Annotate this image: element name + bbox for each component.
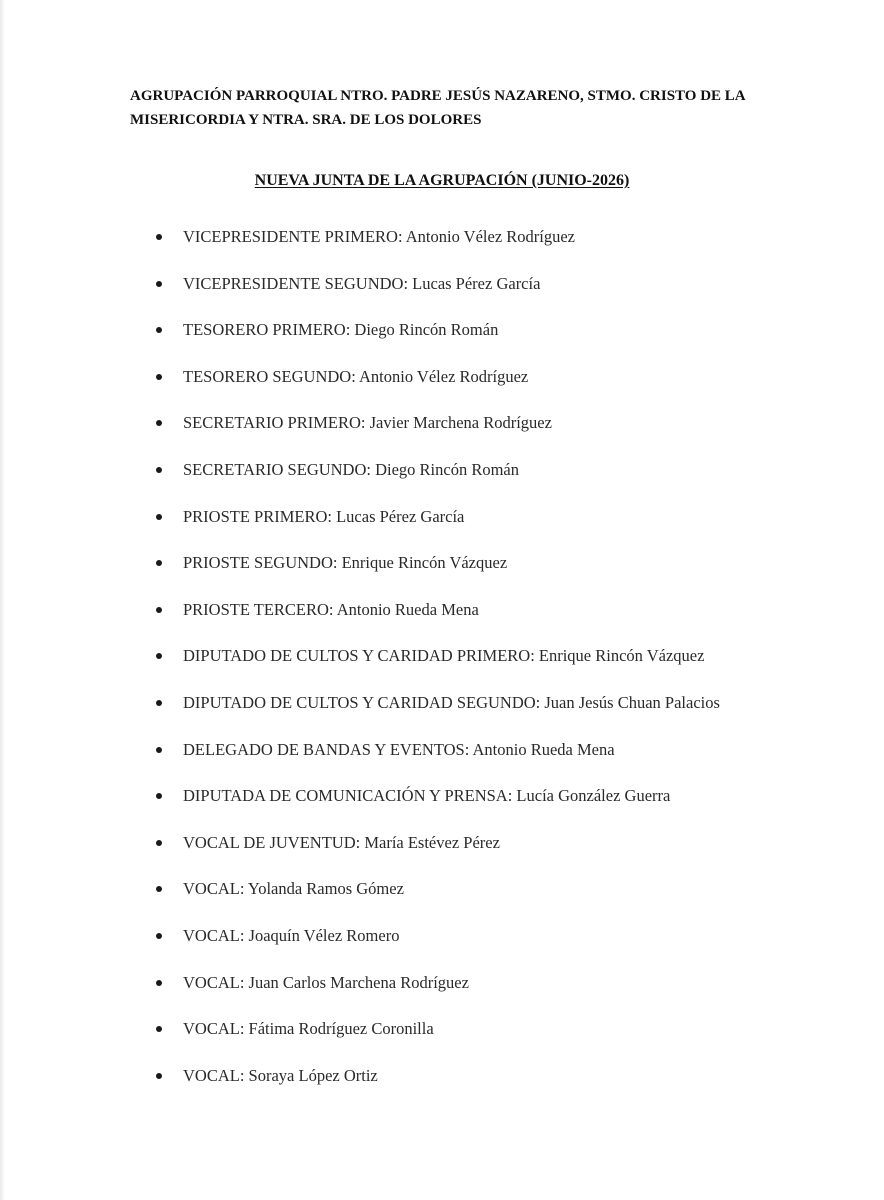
bullet-icon — [156, 327, 162, 333]
board-member-item — [0, 644, 884, 668]
board-member-text: SECRETARIO SEGUNDO: Diego Rincón Román — [183, 460, 520, 479]
board-member-text: SECRETARIO PRIMERO: Javier Marchena Rodríguez — [183, 413, 552, 433]
bullet-icon — [156, 1073, 162, 1079]
bullet-icon — [156, 467, 162, 473]
board-member-text: TESORERO SEGUNDO: Antonio Vélez Rodríguez — [183, 366, 529, 386]
board-member-text: VOCAL DE JUVENTUD: María Estévez Pérez — [183, 832, 500, 852]
board-member-text: DIPUTADO DE CULTOS Y CARIDAD SEGUNDO: Juan Jesús Chuan Palacios — [183, 693, 720, 712]
board-member-text: PRIOSTE SEGUNDO: Enrique Rincón Vázquez — [183, 553, 508, 573]
bullet-icon — [156, 793, 162, 799]
bullet-icon — [156, 514, 162, 520]
board-member-item — [0, 784, 884, 808]
board-member-text: VOCAL: Joaquín Vélez Romero — [183, 926, 400, 945]
board-member-text: PRIOSTE PRIMERO: Lucas Pérez García — [183, 506, 465, 526]
board-member-item — [0, 971, 884, 995]
board-member-text: VOCAL: Yolanda Ramos Gómez — [183, 879, 404, 899]
board-member-text: TESORERO PRIMERO: Diego Rincón Román — [183, 320, 499, 340]
document-title — [0, 170, 884, 192]
board-member-item — [0, 1064, 884, 1088]
board-member-item — [0, 551, 884, 575]
board-member-text: VOCAL: Juan Carlos Marchena Rodríguez — [183, 972, 469, 992]
bullet-icon — [156, 234, 162, 240]
bullet-icon — [156, 420, 162, 426]
bullet-icon — [156, 607, 162, 613]
bullet-icon — [156, 560, 162, 566]
bullet-icon — [156, 886, 162, 892]
board-member-item — [0, 831, 884, 855]
board-member-item — [0, 1017, 884, 1041]
board-member-item — [0, 691, 884, 715]
board-member-item — [0, 738, 884, 762]
board-member-text: PRIOSTE TERCERO: Antonio Rueda Mena — [183, 599, 479, 619]
bullet-icon — [156, 653, 162, 659]
bullet-icon — [156, 933, 162, 939]
board-member-item — [0, 458, 884, 482]
bullet-icon — [156, 374, 162, 380]
board-member-text: VICEPRESIDENTE SEGUNDO: Lucas Pérez García — [183, 273, 541, 293]
bullet-icon — [156, 747, 162, 753]
bullet-icon — [156, 840, 162, 846]
board-member-item — [0, 598, 884, 622]
board-member-item — [0, 318, 884, 342]
board-member-text: DIPUTADA DE COMUNICACIÓN Y PRENSA: Lucía González Guerra — [183, 786, 671, 806]
board-member-item — [0, 924, 884, 948]
board-member-item — [0, 225, 884, 249]
organization-heading: AGRUPACIÓN PARROQUIAL NTRO. PADRE JESÚS NAZARENO, STMO. CRISTO DE LA MISERICORDIA Y NTRA. SRA. DE LOS DOLORES — [130, 88, 745, 128]
bullet-icon — [156, 281, 162, 287]
document-title-text: NUEVA JUNTA DE LA AGRUPACIÓN (JUNIO-2026) — [254, 172, 630, 189]
bullet-icon — [156, 980, 162, 986]
board-member-text: VOCAL: Fátima Rodríguez Coronilla — [183, 1019, 434, 1039]
board-member-item — [0, 411, 884, 435]
board-member-item — [0, 272, 884, 296]
bullet-icon — [156, 700, 162, 706]
board-member-text: DELEGADO DE BANDAS Y EVENTOS: Antonio Rueda Mena — [183, 739, 615, 759]
board-member-text: VOCAL: Soraya López Ortiz — [183, 1065, 378, 1085]
board-member-text: DIPUTADO DE CULTOS Y CARIDAD PRIMERO: Enrique Rincón Vázquez — [183, 646, 705, 666]
board-member-text: VICEPRESIDENTE PRIMERO: Antonio Vélez Rodríguez — [183, 227, 576, 246]
board-member-item — [0, 505, 884, 529]
board-member-item — [0, 365, 884, 389]
board-member-item — [0, 877, 884, 901]
bullet-icon — [156, 1026, 162, 1032]
